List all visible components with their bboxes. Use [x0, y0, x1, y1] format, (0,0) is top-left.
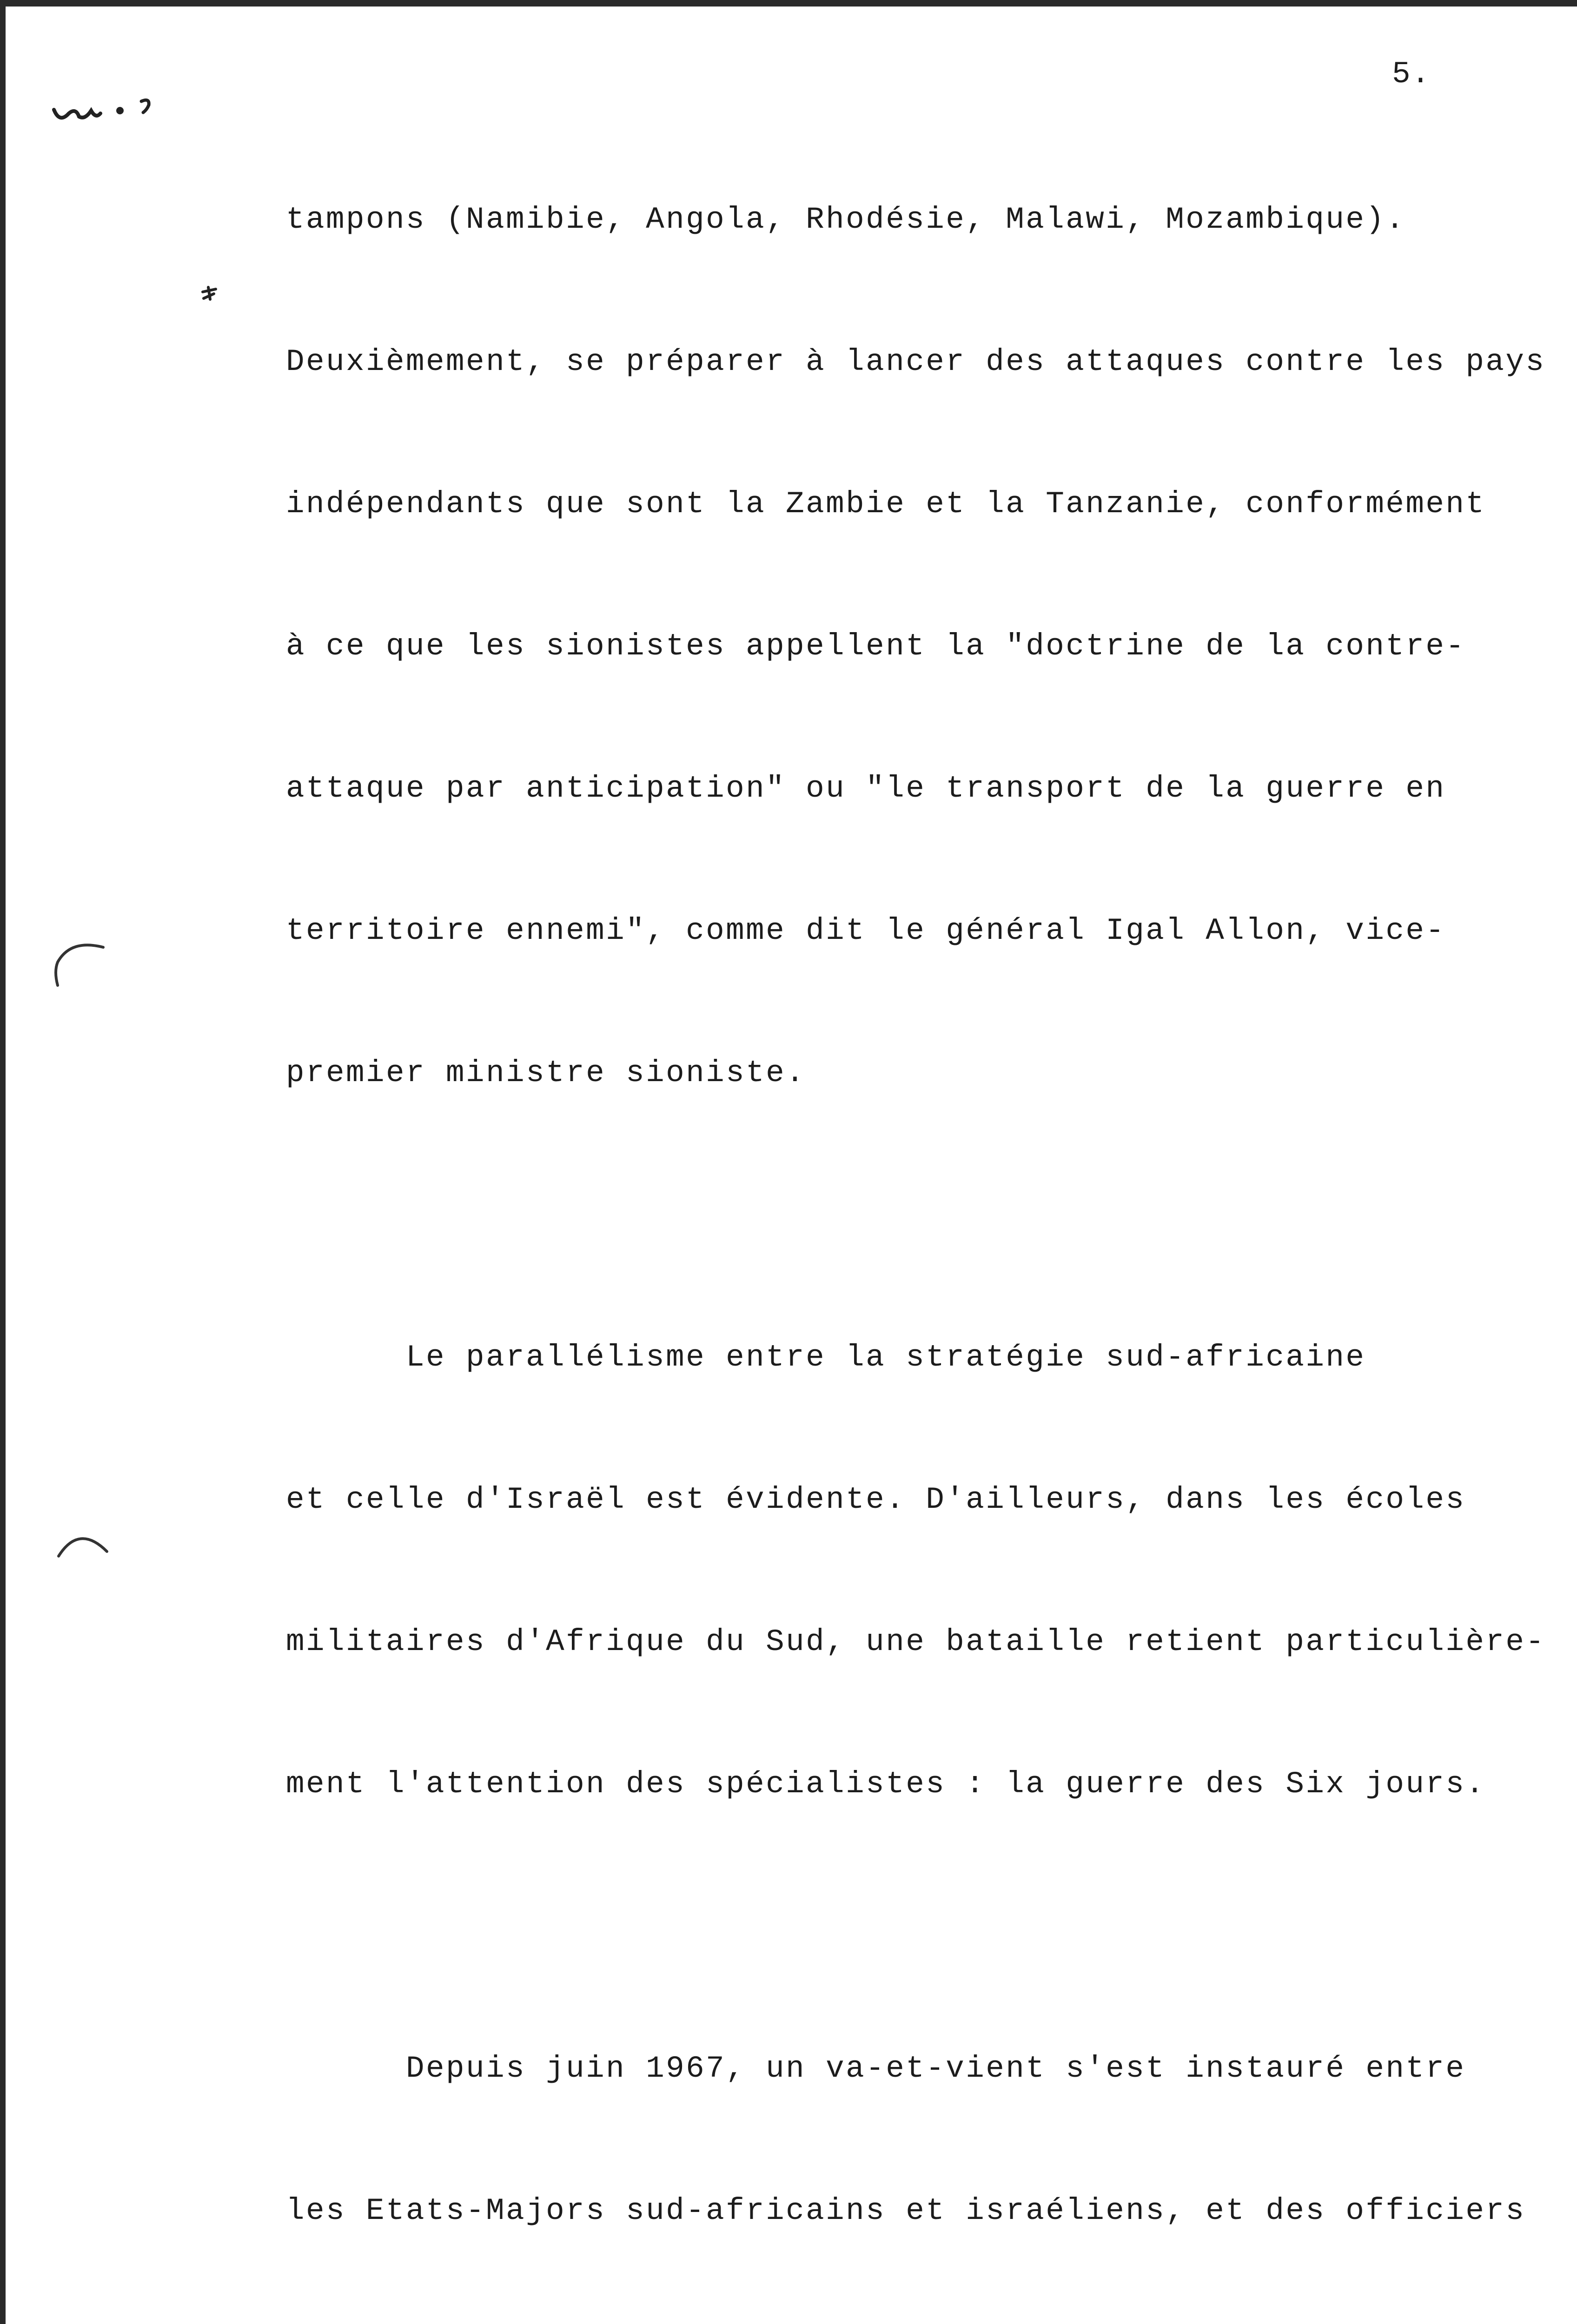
text-line: Deuxièmement, se préparer à lancer des attaques contre les pays	[286, 344, 1546, 379]
text-line: militaires d'Afrique du Sud, une bataille retient particulière-	[286, 1624, 1546, 1659]
text-line: tampons (Namibie, Angola, Rhodésie, Malawi, Mozambique).	[286, 202, 1406, 237]
text-line: indépendants que sont la Zambie et la Tanzanie, conformément	[286, 487, 1486, 522]
page-number: 5.	[1392, 57, 1431, 92]
text-line: et celle d'Israël est évidente. D'ailleurs, dans les écoles	[286, 1482, 1466, 1517]
margin-asterisk-icon	[200, 284, 219, 303]
body-text	[286, 101, 1550, 2324]
text-line: premier ministre sioniste.	[286, 1056, 806, 1090]
paragraph-1	[286, 101, 1550, 1192]
paragraph-3	[286, 1950, 1550, 2324]
margin-scribble-icon	[50, 91, 157, 128]
text-line: attaque par anticipation" ou "le transport de la guerre en	[286, 771, 1446, 806]
paragraph-2	[286, 1239, 1550, 1903]
text-line: Le parallélisme entre la stratégie sud-africaine	[286, 1340, 1366, 1375]
text-line: à ce que les sionistes appellent la "doctrine de la contre-	[286, 629, 1466, 664]
scan-border-top	[0, 0, 1577, 7]
text-line: Depuis juin 1967, un va-et-vient s'est instauré entre	[286, 2051, 1466, 2086]
scan-border-left	[0, 0, 6, 2324]
text-line: ment l'attention des spécialistes : la guerre des Six jours.	[286, 1767, 1486, 1802]
margin-arc-icon	[56, 1519, 112, 1561]
text-line: les Etats-Majors sud-africains et israéliens, et des officiers	[286, 2193, 1526, 2228]
margin-bracket-icon	[52, 939, 108, 1004]
text-line: territoire ennemi", comme dit le général Igal Allon, vice-	[286, 913, 1446, 948]
